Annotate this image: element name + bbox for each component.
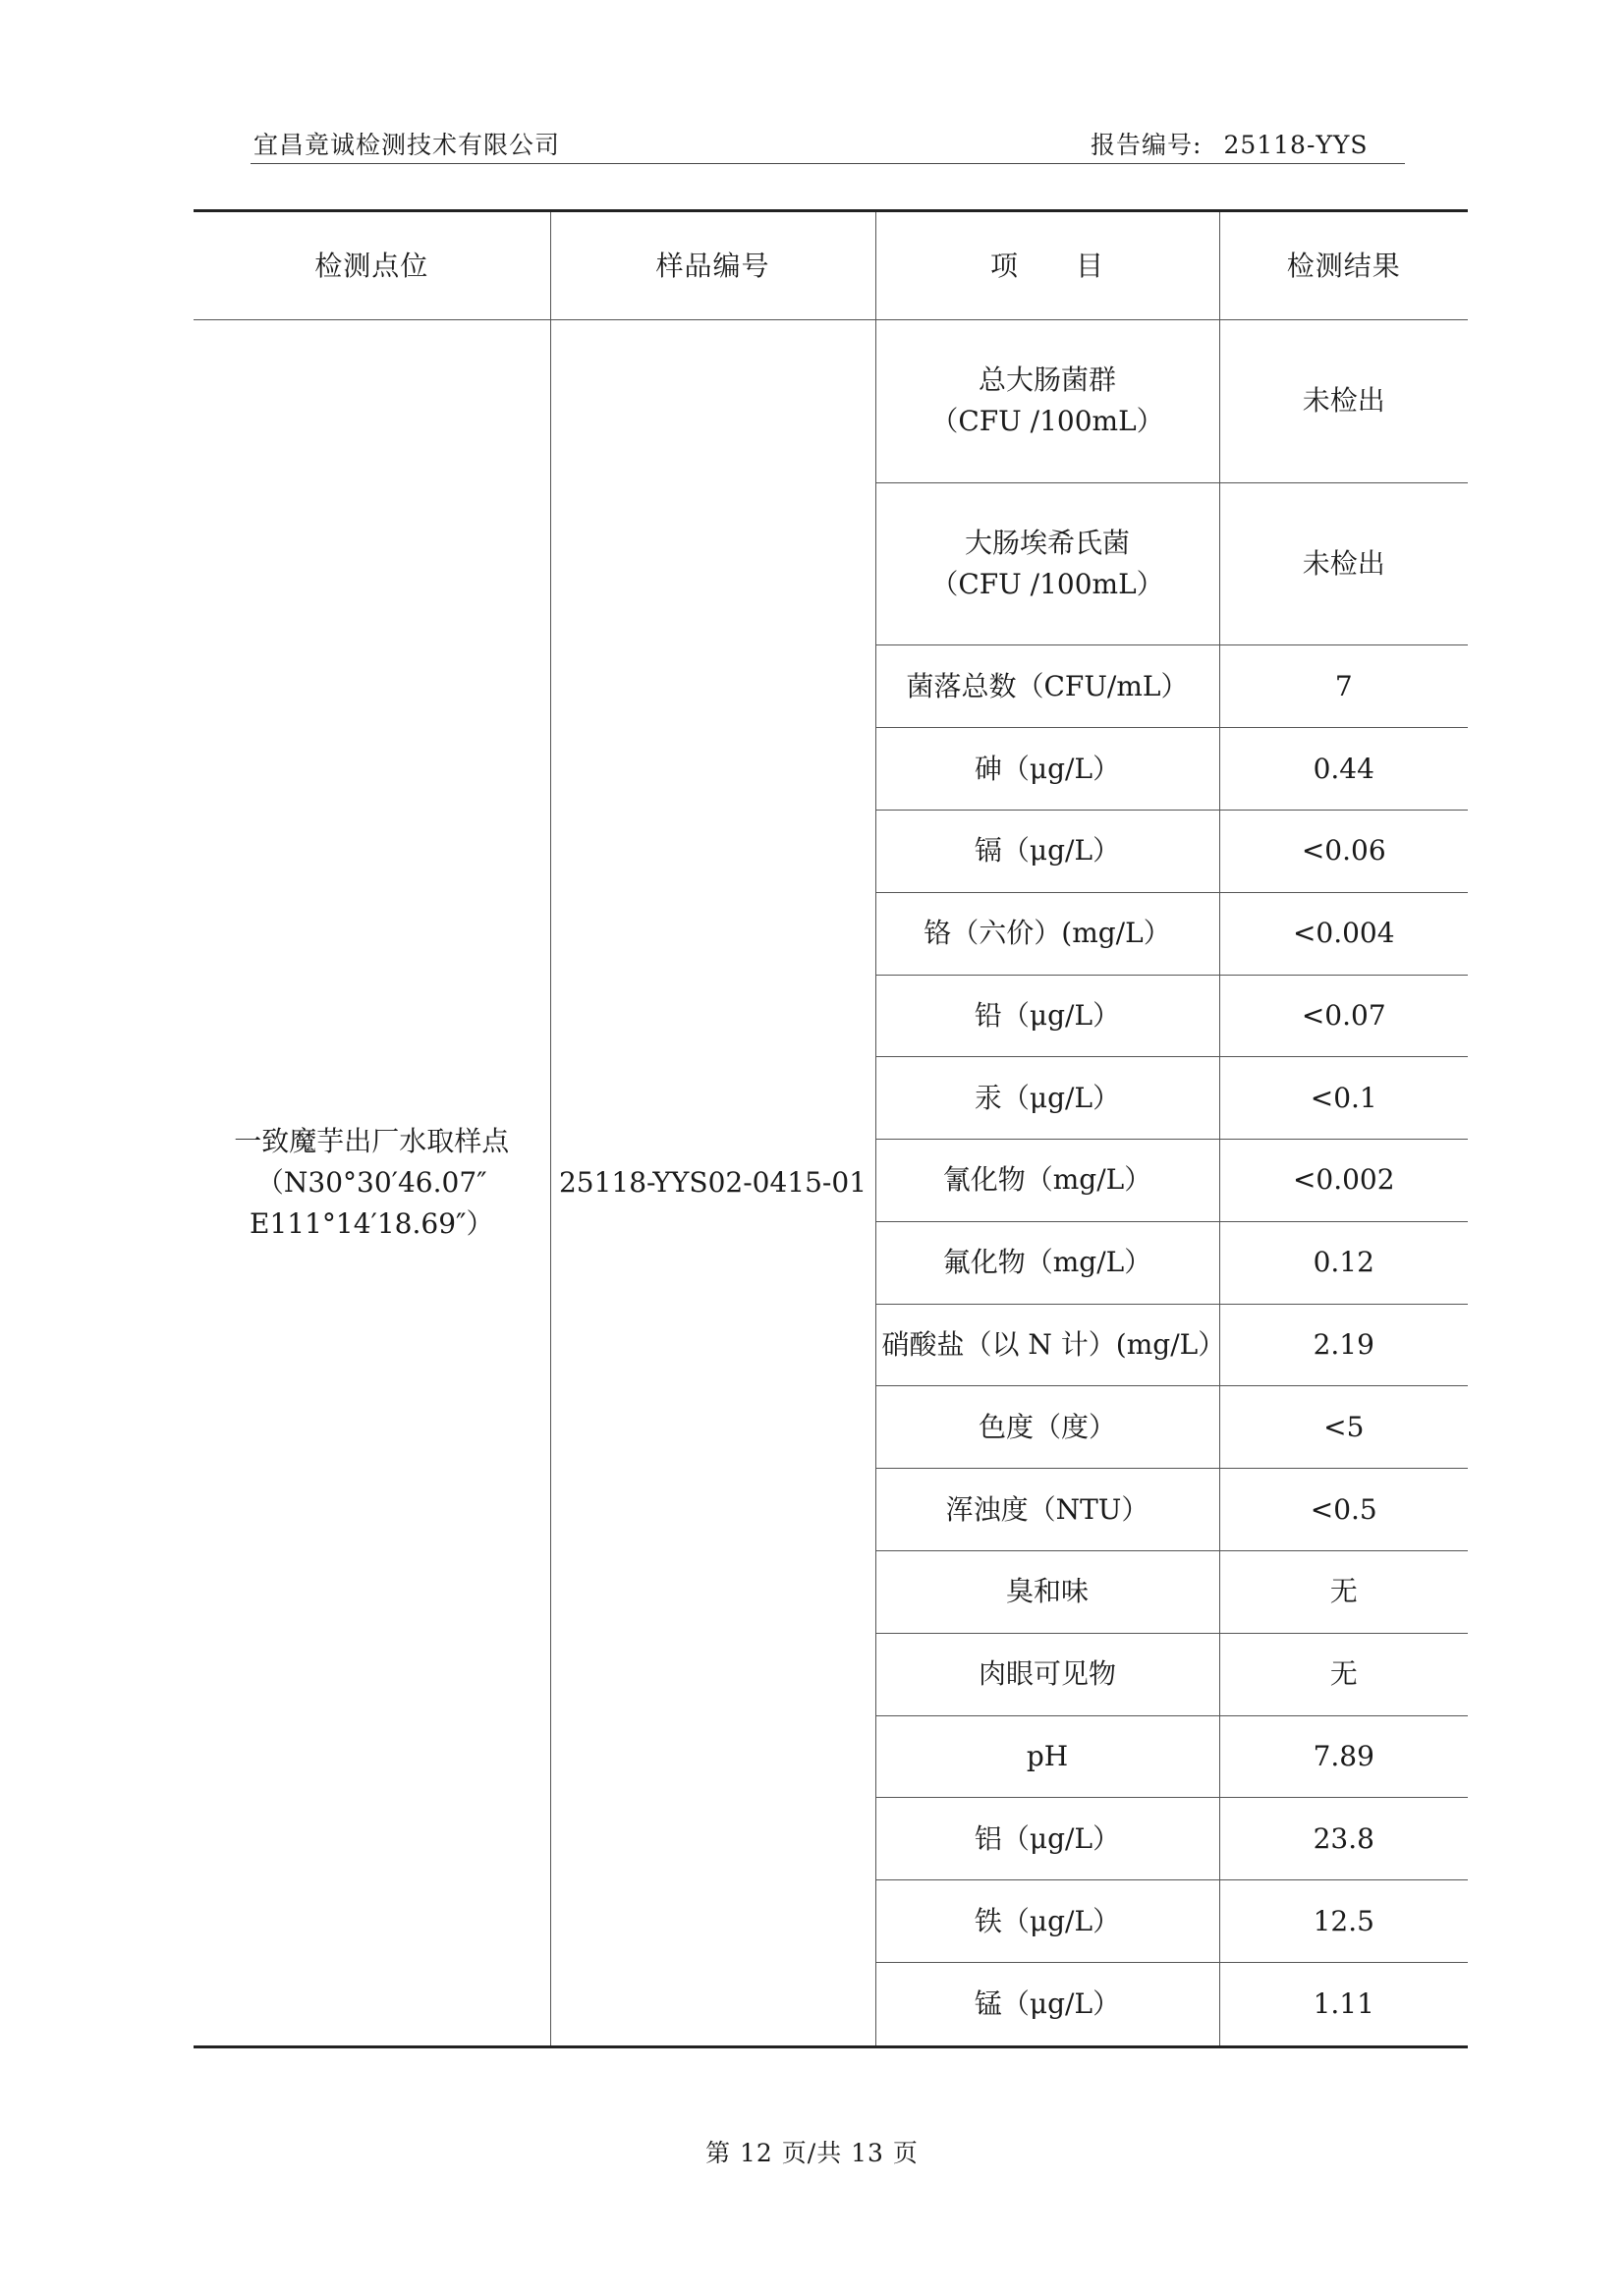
sample-id-cell: 25118-YYS02-0415-01: [550, 320, 875, 2047]
table-header-row: [194, 211, 1468, 320]
item-cell: [875, 810, 1219, 892]
item-cell: [875, 1880, 1219, 1963]
item-cell: [875, 1386, 1219, 1469]
result-cell: 1.11: [1219, 1963, 1468, 2047]
result-cell: <0.1: [1219, 1057, 1468, 1140]
result-cell: <0.004: [1219, 892, 1468, 975]
item-cell: [875, 1140, 1219, 1222]
result-cell: 7.89: [1219, 1715, 1468, 1798]
result-cell: 无: [1219, 1551, 1468, 1634]
site-coord-n: （N30°30′46.07″: [255, 1166, 487, 1199]
header-result: 检测结果: [1219, 211, 1468, 320]
result-cell: <0.002: [1219, 1140, 1468, 1222]
results-table-container: [194, 209, 1468, 2048]
item-cell: [875, 975, 1219, 1057]
item-cell: [875, 1551, 1219, 1634]
item-name: 浑浊度（NTU）: [945, 1492, 1149, 1526]
item-cell: [875, 482, 1219, 645]
result-cell: 未检出: [1219, 482, 1468, 645]
table-row: [194, 320, 1468, 483]
table-body: [194, 320, 1468, 2047]
item-unit: （CFU /100mL）: [930, 567, 1164, 600]
item-name: 肉眼可见物: [978, 1657, 1116, 1691]
result-cell: 未检出: [1219, 320, 1468, 483]
item-name: 铅（μg/L）: [974, 998, 1121, 1032]
result-cell: <0.06: [1219, 810, 1468, 892]
item-unit: （CFU /100mL）: [930, 405, 1164, 438]
item-name: 菌落总数（CFU/mL）: [906, 669, 1189, 702]
item-name: pH: [1026, 1740, 1069, 1773]
results-table: [194, 209, 1468, 2048]
header-divider: [251, 163, 1405, 164]
item-name: 铁（μg/L）: [974, 1904, 1121, 1937]
site-coord-e: E111°14′18.69″）: [250, 1207, 494, 1240]
item-name: 汞（μg/L）: [974, 1081, 1121, 1114]
item-name: 锰（μg/L）: [974, 1987, 1121, 2021]
item-cell: [875, 728, 1219, 811]
result-cell: <0.5: [1219, 1469, 1468, 1551]
item-cell: [875, 320, 1219, 483]
result-cell: <5: [1219, 1386, 1468, 1469]
result-cell: 无: [1219, 1633, 1468, 1715]
result-cell: 2.19: [1219, 1304, 1468, 1386]
result-cell: 23.8: [1219, 1798, 1468, 1880]
site-cell: [194, 320, 550, 2047]
company-name: 宜昌竟诚检测技术有限公司: [253, 131, 561, 159]
result-cell: <0.07: [1219, 975, 1468, 1057]
item-name: 铝（μg/L）: [974, 1821, 1121, 1855]
item-cell: [875, 1715, 1219, 1798]
item-name: 总大肠菌群: [978, 364, 1116, 397]
item-cell: [875, 892, 1219, 975]
item-cell: [875, 1057, 1219, 1140]
result-cell: 0.44: [1219, 728, 1468, 811]
header-site: 检测点位: [194, 211, 550, 320]
item-name: 镉（μg/L）: [974, 834, 1121, 868]
item-name: 色度（度）: [978, 1410, 1116, 1443]
item-name: 铬（六价）(mg/L）: [924, 917, 1171, 950]
report-number-value: 25118-YYS: [1223, 131, 1369, 159]
report-number-label: 报告编号:: [1091, 131, 1203, 159]
report-number: [1091, 126, 1369, 161]
item-cell: [875, 1221, 1219, 1304]
item-cell: [875, 1798, 1219, 1880]
item-name: 砷（μg/L）: [974, 752, 1121, 785]
result-cell: 7: [1219, 645, 1468, 728]
header-item: 项 目: [875, 211, 1219, 320]
item-name: 氟化物（mg/L）: [942, 1246, 1152, 1279]
item-name: 硝酸盐（以 N 计）(mg/L）: [881, 1328, 1226, 1362]
item-cell: [875, 645, 1219, 728]
result-cell: 0.12: [1219, 1221, 1468, 1304]
item-cell: [875, 1963, 1219, 2047]
header-sample-id: 样品编号: [550, 211, 875, 320]
item-name: 臭和味: [1005, 1575, 1089, 1608]
item-name: 大肠埃希氏菌: [964, 526, 1130, 559]
site-name: 一致魔芋出厂水取样点: [234, 1125, 510, 1157]
item-cell: [875, 1633, 1219, 1715]
page-number: 第 12 页/共 13 页: [705, 2139, 919, 2167]
item-cell: [875, 1304, 1226, 1386]
item-cell: [875, 1469, 1219, 1551]
item-name: 氰化物（mg/L）: [942, 1163, 1152, 1197]
result-cell: 12.5: [1219, 1880, 1468, 1963]
